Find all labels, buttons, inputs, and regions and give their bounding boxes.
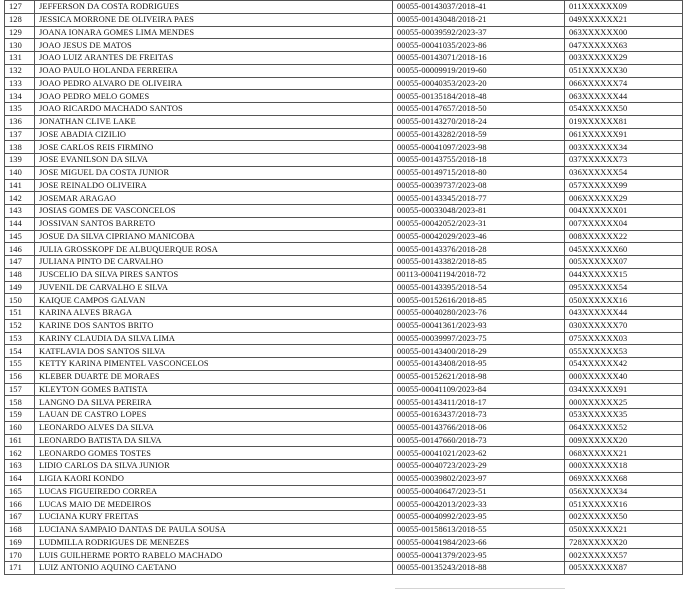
row-number: 135 (5, 103, 35, 116)
person-name: JUSCELIO DA SILVA PIRES SANTOS (35, 268, 393, 281)
process-number: 00055-00040280/2023-76 (393, 307, 565, 320)
person-name: KATFLAVIA DOS SANTOS SILVA (35, 345, 393, 358)
row-number: 142 (5, 192, 35, 205)
table-row (5, 409, 683, 422)
row-number: 151 (5, 307, 35, 320)
row-number: 156 (5, 370, 35, 383)
row-number: 130 (5, 39, 35, 52)
row-number: 152 (5, 319, 35, 332)
row-number: 141 (5, 179, 35, 192)
row-number: 144 (5, 217, 35, 230)
process-number: 00055-00041109/2023-84 (393, 383, 565, 396)
row-number: 134 (5, 90, 35, 103)
person-name: LIGIA KAORI KONDO (35, 472, 393, 485)
row-number: 131 (5, 52, 35, 65)
process-number: 00055-00152616/2018-85 (393, 294, 565, 307)
row-number: 169 (5, 536, 35, 549)
masked-cpf: 044XXXXXX15 (565, 268, 683, 281)
masked-cpf: 049XXXXXX21 (565, 13, 683, 26)
process-number: 00055-00143400/2018-29 (393, 345, 565, 358)
masked-cpf: 051XXXXXX30 (565, 64, 683, 77)
table-row (5, 1, 683, 14)
process-number: 00055-00143270/2018-24 (393, 115, 565, 128)
process-number: 00055-00042029/2023-46 (393, 230, 565, 243)
row-number: 155 (5, 358, 35, 371)
masked-cpf: 043XXXXXX44 (565, 307, 683, 320)
row-number: 164 (5, 472, 35, 485)
masked-cpf: 054XXXXXX42 (565, 358, 683, 371)
table-row (5, 281, 683, 294)
document-page (4, 0, 682, 575)
row-number: 160 (5, 421, 35, 434)
masked-cpf: 063XXXXXX00 (565, 26, 683, 39)
person-name: JOAO LUIZ ARANTES DE FREITAS (35, 52, 393, 65)
row-number: 133 (5, 77, 35, 90)
table-row (5, 319, 683, 332)
row-number: 167 (5, 511, 35, 524)
process-number: 00055-00143766/2018-06 (393, 421, 565, 434)
table-row (5, 256, 683, 269)
person-name: LEONARDO BATISTA DA SILVA (35, 434, 393, 447)
table-row (5, 115, 683, 128)
masked-cpf: 006XXXXXX29 (565, 192, 683, 205)
row-number: 146 (5, 243, 35, 256)
process-number: 00055-00039737/2023-08 (393, 179, 565, 192)
masked-cpf: 069XXXXXX68 (565, 472, 683, 485)
masked-cpf: 030XXXXXX70 (565, 319, 683, 332)
table-row (5, 205, 683, 218)
table-row (5, 383, 683, 396)
person-name: LUIZ ANTONIO AQUINO CAETANO (35, 562, 393, 575)
person-name: KARINY CLAUDIA DA SILVA LIMA (35, 332, 393, 345)
table-row (5, 562, 683, 575)
person-name: JOAO JESUS DE MATOS (35, 39, 393, 52)
person-name: KARINA ALVES BRAGA (35, 307, 393, 320)
person-name: LUCIANA SAMPAIO DANTAS DE PAULA SOUSA (35, 523, 393, 536)
process-number: 00055-00041984/2023-66 (393, 536, 565, 549)
process-number: 00055-00143345/2018-77 (393, 192, 565, 205)
process-number: 00055-00009919/2019-60 (393, 64, 565, 77)
process-number: 00055-00041097/2023-98 (393, 141, 565, 154)
table-row (5, 90, 683, 103)
table-row (5, 447, 683, 460)
person-name: LEONARDO GOMES TOSTES (35, 447, 393, 460)
row-number: 148 (5, 268, 35, 281)
row-number: 129 (5, 26, 35, 39)
person-name: KLEYTON GOMES BATISTA (35, 383, 393, 396)
row-number: 145 (5, 230, 35, 243)
process-number: 00055-00143408/2018-95 (393, 358, 565, 371)
process-number: 00055-00041379/2023-95 (393, 549, 565, 562)
row-number: 159 (5, 409, 35, 422)
process-number: 00055-00143411/2018-17 (393, 396, 565, 409)
person-name: KARINE DOS SANTOS BRITO (35, 319, 393, 332)
person-name: KETTY KARINA PIMENTEL VASCONCELOS (35, 358, 393, 371)
person-name: LUIS GUILHERME PORTO RABELO MACHADO (35, 549, 393, 562)
process-number: 00055-00149715/2018-80 (393, 166, 565, 179)
masked-cpf: 007XXXXXX04 (565, 217, 683, 230)
masked-cpf: 002XXXXXX50 (565, 511, 683, 524)
masked-cpf: 004XXXXXX01 (565, 205, 683, 218)
process-number: 00055-00143382/2018-85 (393, 256, 565, 269)
person-name: LUCAS FIGUEIREDO CORREA (35, 485, 393, 498)
row-number: 171 (5, 562, 35, 575)
masked-cpf: 005XXXXXX07 (565, 256, 683, 269)
table-row (5, 421, 683, 434)
process-number: 00055-00041361/2023-93 (393, 319, 565, 332)
row-number: 136 (5, 115, 35, 128)
masked-cpf: 054XXXXXX50 (565, 103, 683, 116)
person-name: JOSEMAR ARAGAO (35, 192, 393, 205)
process-number: 00055-00040992/2023-95 (393, 511, 565, 524)
process-number: 00055-00042052/2023-31 (393, 217, 565, 230)
masked-cpf: 005XXXXXX87 (565, 562, 683, 575)
person-name: JOAO PEDRO MELO GOMES (35, 90, 393, 103)
masked-cpf: 000XXXXXX25 (565, 396, 683, 409)
masked-cpf: 051XXXXXX16 (565, 498, 683, 511)
process-number: 00055-00033048/2023-81 (393, 205, 565, 218)
row-number: 132 (5, 64, 35, 77)
masked-cpf: 011XXXXXX09 (565, 1, 683, 14)
table-row (5, 128, 683, 141)
process-number: 00055-00040353/2023-20 (393, 77, 565, 90)
person-name: JOSE MIGUEL DA COSTA JUNIOR (35, 166, 393, 179)
person-name: JOSE EVANILSON DA SILVA (35, 154, 393, 167)
row-number: 158 (5, 396, 35, 409)
process-number: 00055-00042013/2023-33 (393, 498, 565, 511)
process-number: 00055-00143071/2018-16 (393, 52, 565, 65)
table-row (5, 179, 683, 192)
table-row (5, 345, 683, 358)
row-number: 150 (5, 294, 35, 307)
table-row (5, 77, 683, 90)
row-number: 163 (5, 460, 35, 473)
process-number: 00055-00039802/2023-97 (393, 472, 565, 485)
process-number: 00055-00039997/2023-75 (393, 332, 565, 345)
person-name: JONATHAN CLIVE LAKE (35, 115, 393, 128)
person-name: JOAO PEDRO ALVARO DE OLIVEIRA (35, 77, 393, 90)
table-row (5, 13, 683, 26)
row-number: 157 (5, 383, 35, 396)
table-row (5, 396, 683, 409)
process-number: 00055-00158613/2018-55 (393, 523, 565, 536)
person-name: JEFFERSON DA COSTA RODRIGUES (35, 1, 393, 14)
masked-cpf: 019XXXXXX81 (565, 115, 683, 128)
masked-cpf: 050XXXXXX21 (565, 523, 683, 536)
table-row (5, 485, 683, 498)
person-name: LUCIANA KURY FREITAS (35, 511, 393, 524)
table-row (5, 511, 683, 524)
person-name: JOSUE DA SILVA CIPRIANO MANICOBA (35, 230, 393, 243)
masked-cpf: 047XXXXXX63 (565, 39, 683, 52)
process-number: 00055-00143037/2018-41 (393, 1, 565, 14)
clipped-row-edge (395, 588, 565, 593)
row-number: 147 (5, 256, 35, 269)
person-name: JOSE ABADIA CIZILIO (35, 128, 393, 141)
process-number: 00055-00147657/2018-50 (393, 103, 565, 116)
table-row (5, 52, 683, 65)
person-name: JOSIAS GOMES DE VASCONCELOS (35, 205, 393, 218)
row-number: 162 (5, 447, 35, 460)
masked-cpf: 064XXXXXX52 (565, 421, 683, 434)
person-name: LUCAS MAIO DE MEDEIROS (35, 498, 393, 511)
process-number: 00055-00143376/2018-28 (393, 243, 565, 256)
table-row (5, 26, 683, 39)
masked-cpf: 053XXXXXX35 (565, 409, 683, 422)
person-name: JULIANA PINTO DE CARVALHO (35, 256, 393, 269)
table-row (5, 370, 683, 383)
person-name: JOSE REINALDO OLIVEIRA (35, 179, 393, 192)
person-name: JULIA GROSSKOPF DE ALBUQUERQUE ROSA (35, 243, 393, 256)
process-number: 00055-00041021/2023-62 (393, 447, 565, 460)
person-name: JOANA IONARA GOMES LIMA MENDES (35, 26, 393, 39)
masked-cpf: 037XXXXXX73 (565, 154, 683, 167)
masked-cpf: 000XXXXXX18 (565, 460, 683, 473)
candidate-table (4, 0, 683, 575)
masked-cpf: 034XXXXXX91 (565, 383, 683, 396)
process-number: 00055-00143755/2018-18 (393, 154, 565, 167)
row-number: 137 (5, 128, 35, 141)
table-row (5, 523, 683, 536)
person-name: JESSICA MORRONE DE OLIVEIRA PAES (35, 13, 393, 26)
masked-cpf: 008XXXXXX22 (565, 230, 683, 243)
person-name: JOSSIVAN SANTOS BARRETO (35, 217, 393, 230)
row-number: 127 (5, 1, 35, 14)
process-number: 00055-00041035/2023-86 (393, 39, 565, 52)
table-row (5, 294, 683, 307)
person-name: KAIQUE CAMPOS GALVAN (35, 294, 393, 307)
table-row (5, 307, 683, 320)
table-row (5, 64, 683, 77)
table-body (5, 1, 683, 575)
masked-cpf: 055XXXXXX53 (565, 345, 683, 358)
table-row (5, 192, 683, 205)
process-number: 00055-00040647/2023-51 (393, 485, 565, 498)
masked-cpf: 066XXXXXX74 (565, 77, 683, 90)
masked-cpf: 003XXXXXX29 (565, 52, 683, 65)
masked-cpf: 095XXXXXX54 (565, 281, 683, 294)
masked-cpf: 057XXXXXX99 (565, 179, 683, 192)
table-row (5, 243, 683, 256)
masked-cpf: 075XXXXXX03 (565, 332, 683, 345)
row-number: 154 (5, 345, 35, 358)
masked-cpf: 009XXXXXX20 (565, 434, 683, 447)
table-row (5, 460, 683, 473)
masked-cpf: 068XXXXXX21 (565, 447, 683, 460)
row-number: 161 (5, 434, 35, 447)
row-number: 128 (5, 13, 35, 26)
process-number: 00055-00163437/2018-73 (393, 409, 565, 422)
masked-cpf: 000XXXXXX40 (565, 370, 683, 383)
process-number: 00055-00152621/2018-98 (393, 370, 565, 383)
masked-cpf: 728XXXXXX20 (565, 536, 683, 549)
row-number: 165 (5, 485, 35, 498)
table-row (5, 549, 683, 562)
masked-cpf: 063XXXXXX44 (565, 90, 683, 103)
row-number: 153 (5, 332, 35, 345)
row-number: 166 (5, 498, 35, 511)
person-name: JOAO PAULO HOLANDA FERREIRA (35, 64, 393, 77)
row-number: 140 (5, 166, 35, 179)
table-row (5, 166, 683, 179)
person-name: JOSE CARLOS REIS FIRMINO (35, 141, 393, 154)
person-name: KLEBER DUARTE DE MORAES (35, 370, 393, 383)
masked-cpf: 003XXXXXX34 (565, 141, 683, 154)
masked-cpf: 002XXXXXX57 (565, 549, 683, 562)
row-number: 149 (5, 281, 35, 294)
table-row (5, 141, 683, 154)
process-number: 00055-00135243/2018-88 (393, 562, 565, 575)
table-row (5, 472, 683, 485)
row-number: 138 (5, 141, 35, 154)
process-number: 00055-00143048/2018-21 (393, 13, 565, 26)
process-number: 00055-00143395/2018-54 (393, 281, 565, 294)
table-row (5, 39, 683, 52)
table-row (5, 154, 683, 167)
table-row (5, 536, 683, 549)
person-name: LAUAN DE CASTRO LOPES (35, 409, 393, 422)
table-row (5, 332, 683, 345)
person-name: LUDMILLA RODRIGUES DE MENEZES (35, 536, 393, 549)
process-number: 00055-00135184/2018-48 (393, 90, 565, 103)
table-row (5, 217, 683, 230)
table-row (5, 230, 683, 243)
person-name: LANGNO DA SILVA PEREIRA (35, 396, 393, 409)
masked-cpf: 045XXXXXX60 (565, 243, 683, 256)
person-name: LEONARDO ALVES DA SILVA (35, 421, 393, 434)
process-number: 00055-00147660/2018-73 (393, 434, 565, 447)
row-number: 139 (5, 154, 35, 167)
row-number: 143 (5, 205, 35, 218)
process-number: 00055-00039592/2023-37 (393, 26, 565, 39)
table-row (5, 498, 683, 511)
masked-cpf: 056XXXXXX34 (565, 485, 683, 498)
person-name: LIDIO CARLOS DA SILVA JUNIOR (35, 460, 393, 473)
process-number: 00113-00041194/2018-72 (393, 268, 565, 281)
person-name: JUVENIL DE CARVALHO E SILVA (35, 281, 393, 294)
table-row (5, 434, 683, 447)
table-row (5, 103, 683, 116)
masked-cpf: 061XXXXXX91 (565, 128, 683, 141)
process-number: 00055-00143282/2018-59 (393, 128, 565, 141)
masked-cpf: 036XXXXXX54 (565, 166, 683, 179)
person-name: JOAO RICARDO MACHADO SANTOS (35, 103, 393, 116)
row-number: 170 (5, 549, 35, 562)
table-row (5, 358, 683, 371)
table-row (5, 268, 683, 281)
row-number: 168 (5, 523, 35, 536)
masked-cpf: 050XXXXXX16 (565, 294, 683, 307)
process-number: 00055-00040723/2023-29 (393, 460, 565, 473)
